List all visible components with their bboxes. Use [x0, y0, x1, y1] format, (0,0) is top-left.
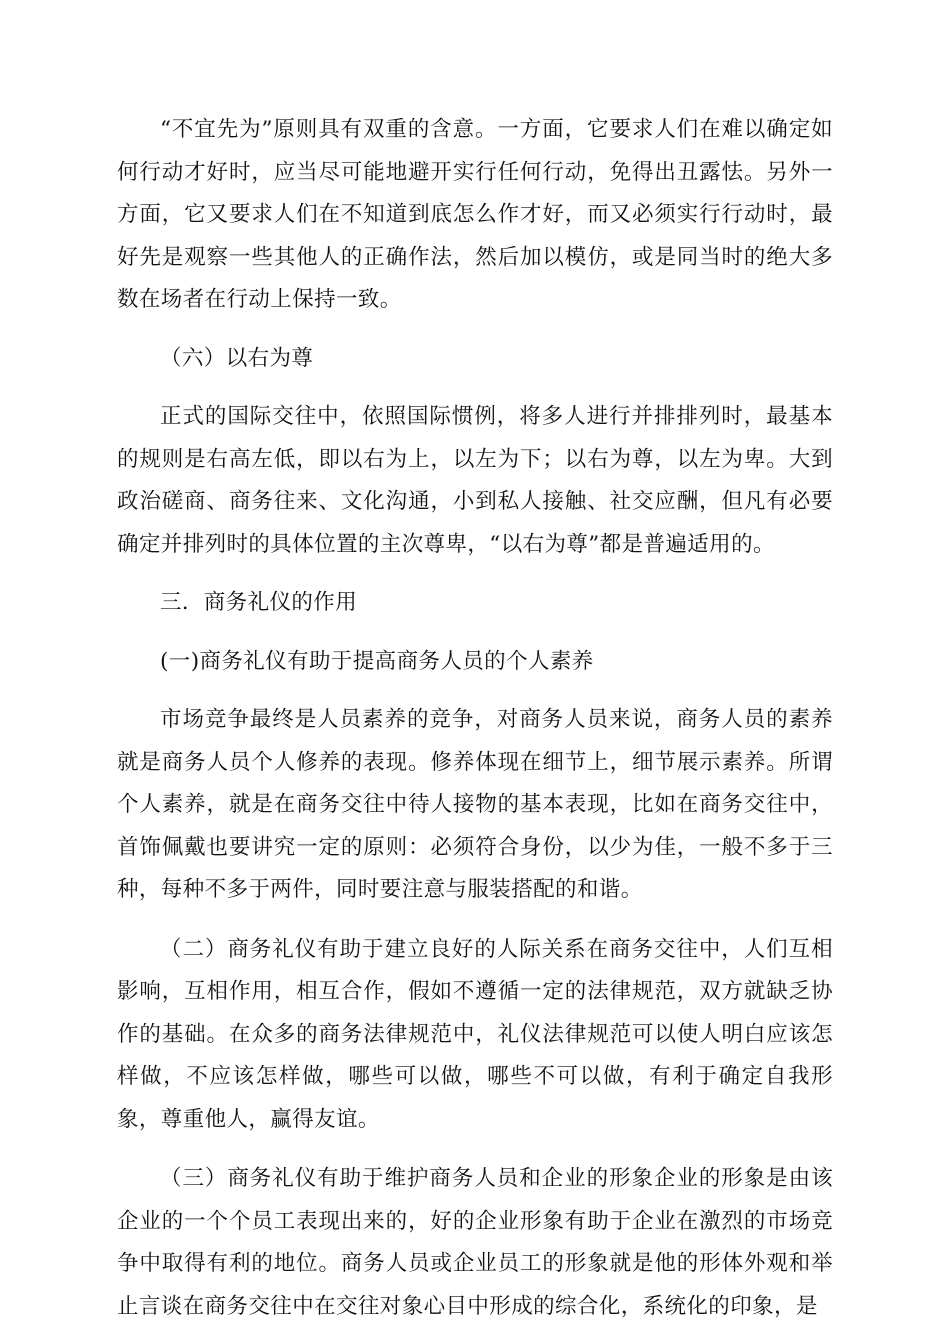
- paragraph-right-honored: 正式的国际交往中，依照国际惯例，将多人进行并排排列时，最基本的规则是右高左低，即以右为上，以左为下；以右为尊，以左为卑。大到政治磋商、商务往来、文化沟通，小到私人接触、社交应酬，但凡有必要确定并排列时的具体位置的主次尊卑，“以右为尊”都是普遍适用的。: [117, 404, 833, 557]
- paragraph-personal-quality: 市场竞争最终是人员素养的竞争，对商务人员来说，商务人员的素养就是商务人员个人修养的表现。修养体现在细节上，细节展示素养。所谓个人素养，就是在商务交往中待人接物的基本表现，比如在商务交往中，首饰佩戴也要讲究一定的原则：必须符合身份，以少为佳，一般不多于三种，每种不多于两件，同时要注意与服装搭配的和谐。: [117, 707, 833, 902]
- paragraph-interpersonal-relations: （二）商务礼仪有助于建立良好的人际关系在商务交往中，人们互相影响，互相作用，相互合作，假如不遵循一定的法律规范，双方就缺乏协作的基础。在众多的商务法律规范中，礼仪法律规范可以使人明白应该怎样做，不应该怎样做，哪些可以做，哪些不可以做，有利于确定自我形象，尊重他人，赢得友谊。: [117, 936, 833, 1132]
- section-heading-yi-you-wei-zun: （六）以右为尊: [160, 345, 314, 371]
- chapter-heading-role-of-etiquette: 三．商务礼仪的作用: [160, 590, 358, 615]
- document-body: [117, 109, 833, 1328]
- paragraph-corporate-image: （三）商务礼仪有助于维护商务人员和企业的形象企业的形象是由该企业的一个个员工表现出来的，好的企业形象有助于企业在激烈的市场竞争中取得有利的地位。商务人员或企业员工的形象就是他的形体外观和举止言谈在商务交往中在交往对象心目中形成的综合化，系统化的印象，是: [117, 1166, 833, 1319]
- subheading-personal-quality: (一)商务礼仪有助于提高商务人员的个人素养: [160, 648, 594, 674]
- paragraph-buyi-xianwei: “不宜先为”原则具有双重的含意。一方面，它要求人们在难以确定如何行动才好时，应当尽可能地避开实行任何行动，免得出丑露怯。另外一方面，它又要求人们在不知道到底怎么作才好，而又必须实行行动时，最好先是观察一些其他人的正确作法，然后加以模仿，或是同当时的绝大多数在场者在行动上保持一致。: [117, 117, 833, 312]
